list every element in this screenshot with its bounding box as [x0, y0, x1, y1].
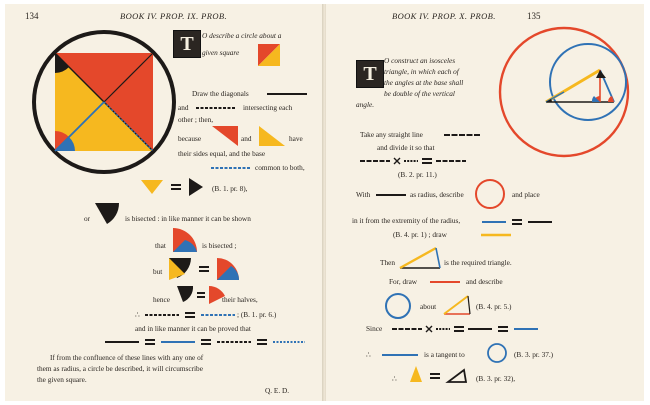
text-line: is bisected : in like manner it can be shown: [125, 214, 251, 223]
required-triangle-icon: [400, 246, 440, 270]
running-head-left: BOOK IV. PROP. IX. PROB.: [120, 11, 228, 21]
text-line: but: [153, 267, 163, 276]
text-line: in it from the extremity of the radius,: [352, 216, 461, 225]
radius-line-black: [376, 193, 406, 197]
text-line: ∴: [135, 310, 140, 319]
red-circle-icon: [474, 178, 506, 210]
text-line: and: [178, 103, 189, 112]
text-line: intersecting each: [243, 103, 293, 112]
prop-title-line1: O describe a circle about a: [202, 31, 282, 40]
text-line: is a tangent to: [424, 350, 465, 359]
text-line: them as radius, a circle be described, it will circumscribe: [37, 364, 203, 373]
text-line: Take any straight line: [360, 130, 423, 139]
diagonal-line-black: [267, 92, 307, 96]
drop-cap-left: T: [173, 30, 201, 58]
text-line: and divide it so that: [377, 143, 435, 152]
division-equation: [360, 156, 470, 166]
text-line: Since: [366, 324, 383, 333]
prop-title-line5: angle.: [356, 100, 375, 109]
isosceles-circle-figure: [496, 24, 636, 164]
text-line: hence: [153, 295, 171, 304]
text-line: is the required triangle.: [444, 258, 512, 267]
blue-circle-icon: [384, 292, 412, 320]
qed: Q. E. D.: [265, 386, 290, 395]
text-line: Draw the diagonals: [192, 89, 249, 98]
all-halves-equal: [105, 339, 305, 345]
page-number-right: 135: [527, 11, 541, 21]
text-line: With: [356, 190, 371, 199]
text-line: as radius, describe: [410, 190, 464, 199]
text-line: the given square.: [37, 375, 87, 384]
right-page: [326, 4, 644, 401]
page-number-left: 134: [25, 11, 39, 21]
blue-circle-small-icon: [486, 342, 508, 364]
text-line: (B. 4. pr. 5.): [476, 302, 512, 311]
text-line: and place: [512, 190, 540, 199]
text-line: (B. 4. pr. 1) ; draw: [393, 230, 447, 239]
text-line: and: [241, 134, 252, 143]
half-diagonals-equal: [145, 312, 245, 318]
text-line: ∴: [392, 374, 397, 383]
text-line: other ; then,: [178, 115, 214, 124]
text-line: their sides equal, and the base: [178, 149, 266, 158]
text-line: is bisected ;: [202, 241, 237, 250]
text-line: and in like manner it can be proved that: [135, 324, 251, 333]
text-line: (B. 2. pr. 11.): [398, 170, 437, 179]
straight-line-black: [444, 133, 480, 137]
text-line: or: [84, 214, 91, 223]
small-triangle-icon: [444, 294, 472, 316]
base-line-blue: [211, 166, 251, 170]
blue-tangent-line: [382, 353, 418, 357]
text-line: Then: [380, 258, 395, 267]
text-line: about: [420, 302, 437, 311]
radius-equals-line: [482, 219, 552, 225]
yellow-triangle-icon: [259, 126, 285, 146]
text-line: (B. 3. pr. 37.): [514, 350, 554, 359]
red-line: [430, 280, 460, 284]
running-head-right: BOOK IV. PROP. X. PROB.: [392, 11, 496, 21]
text-line: common to both,: [255, 163, 305, 172]
square-in-circle-figure: [29, 27, 179, 177]
black-sector-icon: [95, 203, 119, 227]
sector-equality-figure: [169, 256, 249, 282]
red-sector-icon: [173, 228, 197, 252]
text-line: have: [289, 134, 303, 143]
text-line: (B. 3. pr. 32),: [476, 374, 516, 383]
text-line: For, draw: [389, 277, 418, 286]
text-line: ; (B. 1. pr. 6.): [237, 310, 277, 319]
prop-title-line1: O construct an isosceles: [384, 56, 456, 65]
tangent-equation: [392, 324, 552, 334]
red-triangle-icon: [212, 126, 238, 146]
prop-title-line2: given square: [202, 48, 240, 57]
small-square-icon: [258, 44, 280, 66]
yellow-line: [481, 233, 511, 237]
text-line: because: [178, 134, 202, 143]
text-line: their halves,: [222, 295, 258, 304]
left-page: [5, 4, 323, 401]
angle-equality-right: [406, 366, 476, 384]
text-line: If from the confluence of these lines with any one of: [50, 353, 204, 362]
text-line: ∴: [366, 350, 371, 359]
prop-title-line3: the angles at the base shall: [384, 78, 464, 87]
prop-title-line4: be double of the vertical: [384, 89, 455, 98]
text-line: and describe: [466, 277, 503, 286]
prop-title-line2: triangle, in which each of: [384, 67, 459, 76]
diagonal-line-dashed: [196, 106, 236, 110]
text-line: that: [155, 241, 166, 250]
text-line: (B. 1. pr. 8),: [212, 184, 248, 193]
drop-cap-right: T: [356, 60, 384, 88]
